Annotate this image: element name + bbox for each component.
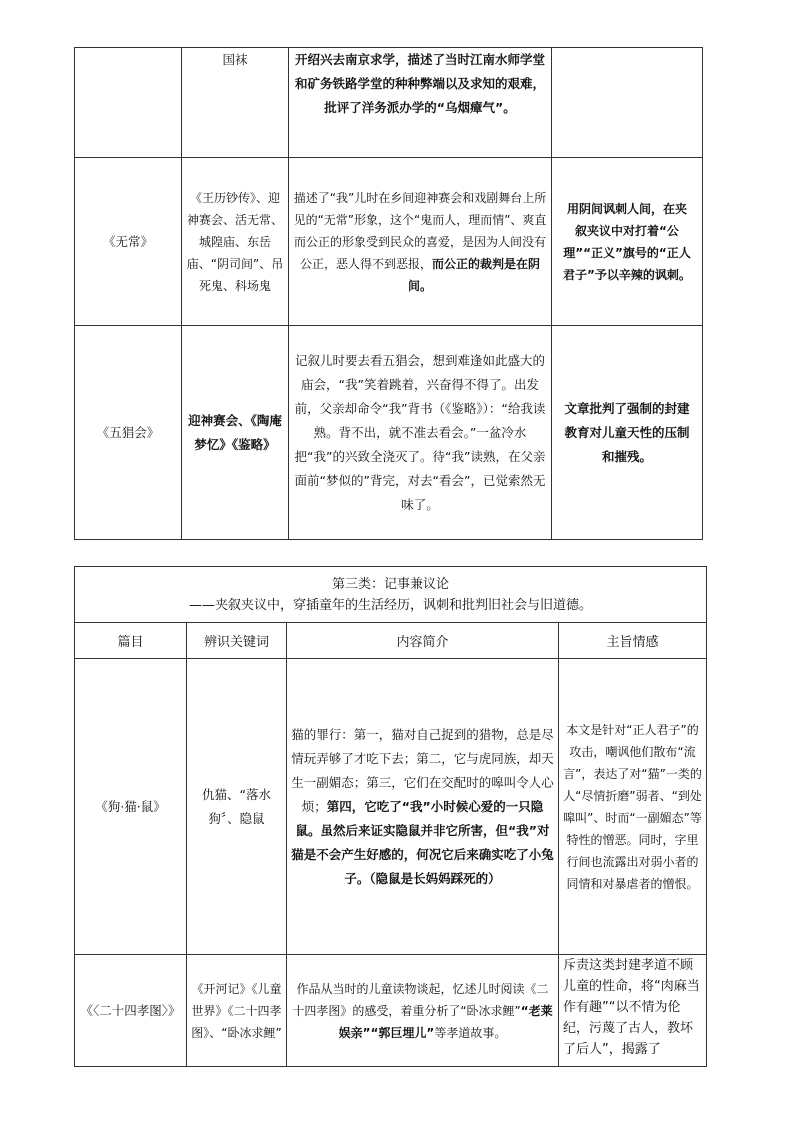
keywords-text: 迎神赛会、《陶庵梦忆》《鉴略》	[188, 412, 282, 452]
column-header-keywords: 辨识关键词	[187, 623, 287, 659]
content-cell	[289, 326, 552, 540]
content-bold-text: 第四，它吃了“我”小时候心爱的一只隐鼠。虽然后来证实隐鼠并非它所害，但“我”对猫是不会产生好感的，何况它后来确实吃了小兔子。（隐鼠是长妈妈踩死的）	[291, 798, 554, 886]
table-row	[75, 326, 703, 540]
keywords-text: 《王历钞传》、迎神赛会、活无常、城隍庙、东岳庙、“阴司间”、吊死鬼、科场鬼	[186, 190, 284, 293]
table-row	[75, 955, 707, 1067]
theme-cell	[559, 659, 707, 955]
title-text: 《无常》	[102, 233, 153, 249]
column-header-content: 内容简介	[287, 623, 559, 659]
category-table	[74, 566, 707, 1067]
column-header-theme: 主旨情感	[559, 623, 707, 659]
theme-cell	[552, 48, 703, 158]
content-text: 记叙儿时要去看五猖会，想到难逢如此盛大的庙会，“我”笑着跳着，兴奋得不得了。出发前，父亲却命令“我”背书（《鉴略》）：“给我读熟。背不出，就不准去看会。”一盆冷水把“我”的兴致全浇灭了。待“我”读熟，在父亲面前“梦似的”背完，对去“看会”，已觉索然无味了。	[294, 352, 546, 512]
keywords-cell	[187, 955, 287, 1067]
column-header-title: 篇目	[75, 623, 187, 659]
category-header-row	[75, 567, 707, 623]
content-cell	[289, 48, 552, 158]
title-cell	[75, 955, 187, 1067]
content-cell	[287, 955, 559, 1067]
title-text: 《〈二十四孝图〉》	[80, 1002, 181, 1018]
table-row	[75, 48, 703, 158]
title-cell	[75, 326, 182, 540]
keywords-text: 国袜	[222, 52, 248, 67]
content-tail-text: 等孝道故事。	[434, 1025, 507, 1040]
table-row	[75, 158, 703, 326]
content-cell	[289, 158, 552, 326]
title-cell	[75, 158, 182, 326]
theme-cell	[552, 158, 703, 326]
keywords-cell	[182, 158, 289, 326]
title-cell	[75, 48, 182, 158]
keywords-text: 《开河记》《儿童世界》《二十四孝图》、“卧冰求鲤”	[191, 981, 282, 1040]
table-row	[75, 659, 707, 955]
theme-cell	[552, 326, 703, 540]
theme-text: 用阴间讽刺人间，在夹叙夹议中对打着“公理”“正义”旗号的“正人君子”予以辛辣的讽刺。	[563, 201, 691, 282]
keywords-text: 仇猫、“落水狗〞、隐鼠	[202, 786, 271, 826]
category-subtitle: ——夹叙夹议中，穿插童年的生活经历，讽刺和批判旧社会与旧道德。	[189, 597, 593, 613]
keywords-cell	[182, 48, 289, 158]
category-header	[75, 567, 707, 623]
theme-text: 文章批判了强制的封建教育对儿童天性的压制和摧残。	[564, 400, 690, 464]
content-text: 描述了“我”儿时在乡间迎神赛会和戏剧舞台上所见的“无常”形象，这个“鬼而人，理而情”、爽直而公正的形象受到民众的喜爱，是因为人间没有公正，恶人得不到恶报，	[293, 190, 547, 271]
content-cell	[287, 659, 559, 955]
title-cell	[75, 659, 187, 955]
title-text: 《狗·猫·鼠》	[95, 798, 166, 814]
theme-cell	[559, 955, 707, 1067]
content-text: 猫的罪行：第一，猫对自己捉到的猎物，总是尽情玩弄够了才吃下去；第二，它与虎同族，却天生一副媚态；第三，它们在交配时的嗥叫令人心烦；	[291, 726, 554, 814]
content-bold-text: 而公正的裁判是在阴间。	[407, 256, 541, 293]
table-continued	[74, 47, 703, 540]
content-bold-text: “老莱娱亲”“郭巨埋儿”	[338, 1003, 553, 1040]
content-text: 开绍兴去南京求学，描述了当时江南水师学堂和矿务铁路学堂的种种弊端以及求知的艰难，批评了洋务派办学的“乌烟瘴气”。	[294, 52, 545, 115]
keywords-cell	[182, 326, 289, 540]
title-text: 《五猖会》	[96, 424, 160, 440]
theme-text: 斥责这类封建孝道不顾儿童的性命，将“肉麻当作有趣”“以不情为伦纪，污蔑了古人，教坏了后人”，揭露了	[563, 958, 700, 1057]
column-header-row	[75, 623, 707, 659]
theme-text: 本文是针对“正人君子”的攻击，嘲讽他们散布“流言”，表达了对“猫”一类的人“尽情折磨”弱者、“到处嗥叫”、时而“一副媚态”等特性的憎恶。同时，字里行间也流露出对弱小者的同情和对暴虐者的憎恨。	[563, 722, 702, 891]
keywords-cell	[187, 659, 287, 955]
category-title: 第三类：记事兼议论	[332, 576, 450, 592]
content-text: 作品从当时的儿童读物谈起，忆述儿时阅读《二十四孝图》的感受，着重分析了“卧冰求鲤”	[292, 981, 549, 1018]
